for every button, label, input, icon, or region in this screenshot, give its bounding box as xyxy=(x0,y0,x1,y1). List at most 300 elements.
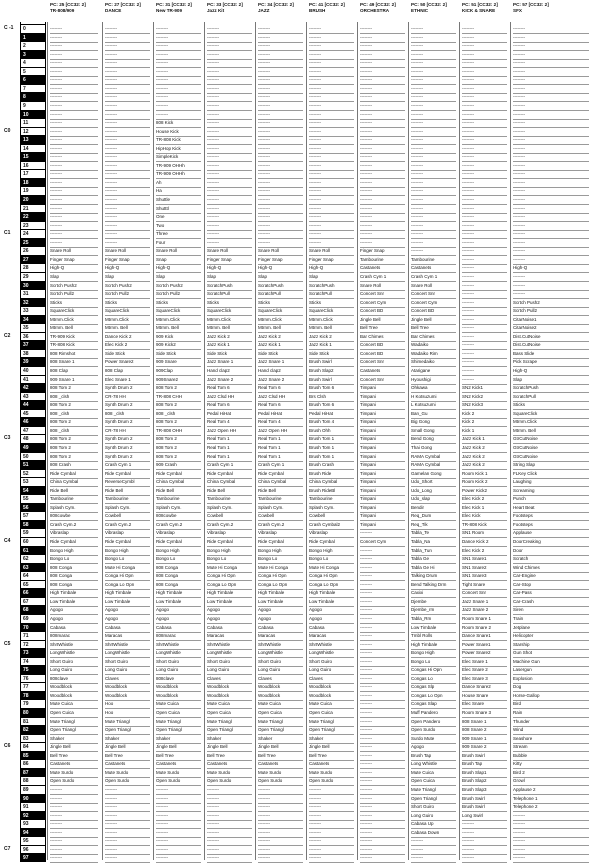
instrument-cell: Bongo Lo xyxy=(309,554,354,564)
instrument-cell: Castanets xyxy=(411,263,456,273)
instrument-cell: Long Guiro xyxy=(411,811,456,821)
instrument-cell: Machine Gun xyxy=(513,657,589,667)
octave-label: C1 xyxy=(4,230,11,237)
instrument-cell: China Cymbal xyxy=(156,477,201,487)
instrument-cell: -------- xyxy=(309,152,354,162)
instrument-cell: -------- xyxy=(207,204,252,214)
column-header-pc: PC: 27 [CC32: 2] xyxy=(105,2,141,7)
instrument-cell: -------- xyxy=(156,33,201,43)
instrument-cell: -------- xyxy=(105,67,150,77)
instrument-cell: Tabla_Te xyxy=(411,528,456,538)
instrument-cell: Concert BD xyxy=(411,306,456,316)
instrument-cell: Scrtch Pull2 xyxy=(50,289,98,299)
instrument-cell: 909 Kick xyxy=(156,332,201,342)
instrument-cell: Agogo xyxy=(258,614,303,624)
instrument-cell: Vibraslap xyxy=(156,528,201,538)
instrument-cell: Pedal HiHat xyxy=(207,409,252,419)
instrument-cell: -------- xyxy=(258,195,303,205)
instrument-cell: -------- xyxy=(105,75,150,85)
instrument-cell: -------- xyxy=(360,623,405,633)
instrument-cell: Snare Roll xyxy=(411,281,456,291)
note-number: 54 xyxy=(23,487,29,494)
instrument-cell: Thai Gong xyxy=(411,443,456,453)
instrument-cell: Snare Roll xyxy=(207,246,252,256)
instrument-cell: Mute Cuica xyxy=(309,699,354,709)
note-number: 11 xyxy=(23,120,29,127)
instrument-cell: -------- xyxy=(207,178,252,188)
instrument-cell: -------- xyxy=(513,41,589,51)
instrument-cell: -------- xyxy=(411,67,456,77)
instrument-cell: Shaker xyxy=(207,734,252,744)
instrument-cell: Timpani xyxy=(360,392,405,402)
instrument-cell: Jingle Bell xyxy=(309,742,354,752)
instrument-cell: Long Guiro xyxy=(309,665,354,675)
instrument-cell: -------- xyxy=(105,178,150,188)
instrument-cell: Crash Cym 1 xyxy=(258,460,303,470)
instrument-cell: Brush Slap2 xyxy=(309,366,354,376)
instrument-cell: -------- xyxy=(360,759,405,769)
instrument-cell: -------- xyxy=(513,281,589,291)
instrument-cell: Ride Cymbal xyxy=(309,537,354,547)
instrument-cell: Bird xyxy=(513,699,589,709)
note-number: 23 xyxy=(23,222,29,229)
instrument-cell: -------- xyxy=(462,110,507,120)
instrument-cell: -------- xyxy=(513,58,589,68)
instrument-cell: Agogo xyxy=(309,614,354,624)
instrument-cell: Woodblock xyxy=(105,682,150,692)
instrument-cell: Small Gong xyxy=(411,426,456,436)
note-number: 36 xyxy=(23,333,29,340)
instrument-cell: Woodblock xyxy=(50,691,98,701)
instrument-cell: Low Timbale xyxy=(309,597,354,607)
instrument-cell: Dance Snare1 xyxy=(462,631,507,641)
instrument-cell: Elec Snare 3 xyxy=(462,674,507,684)
instrument-cell: Ohkawa xyxy=(411,383,456,393)
instrument-cell: Hyoushigi xyxy=(411,375,456,385)
instrument-cell: High-Q xyxy=(50,263,98,273)
instrument-cell: Ride Cymbal xyxy=(50,537,98,547)
instrument-cell: -------- xyxy=(105,785,150,795)
instrument-cell: -------- xyxy=(258,169,303,179)
instrument-cell: Timpani xyxy=(360,477,405,487)
instrument-cell: -------- xyxy=(462,349,507,359)
instrument-cell: LongWhistle xyxy=(258,648,303,658)
instrument-cell: Long Guiro xyxy=(105,665,150,675)
instrument-cell: 808 Tom 2 xyxy=(50,452,98,462)
instrument-cell: -------- xyxy=(309,238,354,248)
octave-label: C2 xyxy=(4,332,11,339)
instrument-cell: Bongo Lo xyxy=(50,554,98,564)
instrument-cell: Castanets xyxy=(258,759,303,769)
instrument-cell: -------- xyxy=(258,101,303,111)
instrument-cell: SquareClick xyxy=(105,306,150,316)
instrument-cell: -------- xyxy=(360,674,405,684)
note-number: 45 xyxy=(23,410,29,417)
note-number: 18 xyxy=(23,179,29,186)
instrument-cell: Jingle Bell xyxy=(156,742,201,752)
instrument-cell: Ride Bell xyxy=(258,486,303,496)
instrument-cell: Low Timbale xyxy=(156,597,201,607)
instrument-cell: 808 Conga xyxy=(156,571,201,581)
instrument-cell: Low Timbale xyxy=(207,597,252,607)
instrument-cell: HipHop Kick xyxy=(156,144,201,154)
instrument-cell: Sticks xyxy=(105,298,150,308)
instrument-cell: One xyxy=(156,212,201,222)
note-number: 31 xyxy=(23,291,29,298)
instrument-cell: Concert BD xyxy=(360,340,405,350)
instrument-cell: -------- xyxy=(207,853,252,863)
instrument-cell: -------- xyxy=(156,802,201,812)
instrument-cell: ShrtWhistle xyxy=(50,640,98,650)
instrument-cell: -------- xyxy=(105,221,150,231)
note-number: 47 xyxy=(23,427,29,434)
instrument-cell: Splash Cym. xyxy=(207,503,252,513)
instrument-cell: -------- xyxy=(360,588,405,598)
instrument-cell: -------- xyxy=(105,50,150,60)
instrument-cell: China Cymbal xyxy=(309,477,354,487)
instrument-cell: GtrCutNoise xyxy=(513,443,589,453)
instrument-cell: -------- xyxy=(360,734,405,744)
instrument-cell: Short Guiro xyxy=(207,657,252,667)
column-header-kit: ORCHESTRA xyxy=(360,7,390,13)
instrument-cell: SN1 Room xyxy=(462,528,507,538)
instrument-cell: Jazz Kick 1 xyxy=(207,340,252,350)
note-number: 74 xyxy=(23,658,29,665)
instrument-cell: Ride Cymbal xyxy=(105,469,150,479)
instrument-cell: ReverseCymbl xyxy=(105,477,150,487)
instrument-cell: Short Guiro xyxy=(156,657,201,667)
instrument-cell: -------- xyxy=(156,836,201,846)
instrument-cell: -------- xyxy=(309,204,354,214)
instrument-cell: -------- xyxy=(105,828,150,838)
instrument-cell: Bar Chimes xyxy=(360,332,405,342)
note-number: 71 xyxy=(23,633,29,640)
column-header-pc: PC: 31 [CC32: 2] xyxy=(156,2,192,7)
note-number: 64 xyxy=(23,573,29,580)
instrument-cell: Timpani xyxy=(360,452,405,462)
instrument-cell: Wind xyxy=(513,725,589,735)
instrument-cell: 909Snare2 xyxy=(156,375,201,385)
instrument-cell: Snare Roll xyxy=(309,246,354,256)
instrument-cell: -------- xyxy=(50,144,98,154)
instrument-cell: -------- xyxy=(207,118,252,128)
instrument-cell: Elec Snare 2 xyxy=(462,665,507,675)
instrument-cell: Car-Crash xyxy=(513,597,589,607)
instrument-cell: -------- xyxy=(156,794,201,804)
instrument-cell: Tambourine xyxy=(411,255,456,265)
instrument-cell: Jingle Bell xyxy=(258,742,303,752)
instrument-cell: Tambourine xyxy=(309,494,354,504)
instrument-cell: -------- xyxy=(411,92,456,102)
instrument-cell: -------- xyxy=(360,597,405,607)
column-header-pc: PC: 34 [CC32: 2] xyxy=(258,2,294,7)
instrument-cell: Bend Gong xyxy=(411,434,456,444)
instrument-cell: -------- xyxy=(207,110,252,120)
note-number: 55 xyxy=(23,496,29,503)
instrument-cell: -------- xyxy=(258,845,303,855)
instrument-cell: Slap xyxy=(207,272,252,282)
instrument-cell: Congas Lo xyxy=(411,674,456,684)
note-number: 17 xyxy=(23,171,29,178)
instrument-cell: -------- xyxy=(258,229,303,239)
instrument-cell: -------- xyxy=(360,691,405,701)
instrument-cell: Car-Engine xyxy=(513,571,589,581)
instrument-cell: 808 _clsh xyxy=(156,409,201,419)
instrument-cell: -------- xyxy=(360,50,405,60)
instrument-cell: -------- xyxy=(105,24,150,34)
instrument-cell: Req_Dum xyxy=(411,511,456,521)
instrument-cell: RAMA Cymbal xyxy=(411,452,456,462)
instrument-cell: -------- xyxy=(156,101,201,111)
note-number: 68 xyxy=(23,607,29,614)
instrument-cell: -------- xyxy=(50,845,98,855)
instrument-cell: -------- xyxy=(411,169,456,179)
instrument-cell: -------- xyxy=(50,33,98,43)
instrument-cell: -------- xyxy=(360,811,405,821)
column-header xyxy=(105,2,151,24)
instrument-cell: -------- xyxy=(105,811,150,821)
instrument-cell: -------- xyxy=(411,127,456,137)
instrument-cell: -------- xyxy=(360,605,405,615)
instrument-cell: -------- xyxy=(360,546,405,556)
instrument-cell: -------- xyxy=(462,195,507,205)
instrument-cell: Jazz Kick 2 xyxy=(462,443,507,453)
instrument-cell: -------- xyxy=(513,101,589,111)
instrument-cell: Telephone 1 xyxy=(513,794,589,804)
instrument-cell: CitarNoise2 xyxy=(513,323,589,333)
instrument-cell: Cabasa xyxy=(156,623,201,633)
instrument-cell: Brush Swirl xyxy=(462,751,507,761)
instrument-cell: Room Snare 1 xyxy=(462,614,507,624)
instrument-cell: Brush Ohh xyxy=(309,426,354,436)
note-number: 50 xyxy=(23,453,29,460)
instrument-cell: Concert Snr xyxy=(462,588,507,598)
instrument-cell: Mute Triangl xyxy=(207,717,252,727)
instrument-cell: Seashore xyxy=(513,734,589,744)
instrument-cell: -------- xyxy=(309,127,354,137)
instrument-cell: Pedal HiHat xyxy=(258,409,303,419)
instrument-cell: -------- xyxy=(258,221,303,231)
instrument-cell: -------- xyxy=(462,845,507,855)
instrument-cell: High Timbale xyxy=(105,588,150,598)
instrument-cell: Agogo xyxy=(50,605,98,615)
instrument-cell: Real Tom 1 xyxy=(207,452,252,462)
instrument-cell: -------- xyxy=(258,828,303,838)
instrument-cell: -------- xyxy=(513,169,589,179)
instrument-cell: Jazz Kick 2 xyxy=(462,452,507,462)
instrument-cell: -------- xyxy=(513,144,589,154)
instrument-cell: Long Guiro xyxy=(156,665,201,675)
instrument-cell: Ride Cymbal xyxy=(258,469,303,479)
instrument-cell: Slap xyxy=(50,272,98,282)
instrument-cell: Jazz Open HH xyxy=(207,426,252,436)
note-number: 19 xyxy=(23,188,29,195)
instrument-cell: ScratchPush xyxy=(207,281,252,291)
instrument-cell: -------- xyxy=(360,75,405,85)
note-number: 72 xyxy=(23,641,29,648)
instrument-cell: -------- xyxy=(513,828,589,838)
instrument-cell: 808 Kick xyxy=(156,118,201,128)
instrument-cell: Brush Tom 6 xyxy=(309,383,354,393)
instrument-cell: Real Tom 1 xyxy=(258,434,303,444)
instrument-cell: Conga Lo Opn xyxy=(207,580,252,590)
instrument-cell: -------- xyxy=(258,84,303,94)
instrument-cell: High Timbale xyxy=(309,588,354,598)
instrument-cell: Synth Drum 2 xyxy=(105,434,150,444)
instrument-cell: Conga Hi Opn xyxy=(207,571,252,581)
instrument-cell: -------- xyxy=(309,169,354,179)
instrument-cell: Agogo xyxy=(156,605,201,615)
instrument-cell: Splash Cym. xyxy=(105,503,150,513)
column-header-pc: PC: 41 [CC32: 2] xyxy=(309,2,345,7)
instrument-cell: Timpani xyxy=(360,417,405,427)
instrument-cell: -------- xyxy=(50,50,98,60)
instrument-cell: 909 Snare 1 xyxy=(462,734,507,744)
instrument-cell: Agogo xyxy=(258,605,303,615)
instrument-cell: LongWhistle xyxy=(105,648,150,658)
note-number: 24 xyxy=(23,231,29,238)
instrument-cell: 808 Tom 2 xyxy=(50,400,98,410)
instrument-cell: Ride Bell xyxy=(156,486,201,496)
instrument-cell: Woodblock xyxy=(207,682,252,692)
instrument-cell: Talking Drum xyxy=(411,571,456,581)
instrument-cell: 808 Tom 2 xyxy=(156,400,201,410)
instrument-cell: Brush Swirl xyxy=(309,375,354,385)
instrument-cell: Real Tom 4 xyxy=(258,417,303,427)
instrument-cell: Brush Tom 1 xyxy=(309,452,354,462)
instrument-cell: Open Triangl xyxy=(258,725,303,735)
instrument-cell: Elec Kick 1 xyxy=(462,503,507,513)
note-number: 82 xyxy=(23,727,29,734)
instrument-cell: -------- xyxy=(207,169,252,179)
note-number: 3 xyxy=(23,51,26,58)
note-number: 92 xyxy=(23,812,29,819)
instrument-cell: Vibraslap xyxy=(105,528,150,538)
instrument-cell: -------- xyxy=(462,212,507,222)
instrument-cell: Footsteps xyxy=(513,520,589,530)
instrument-cell: -------- xyxy=(105,802,150,812)
instrument-cell: Bell Tree xyxy=(207,751,252,761)
instrument-cell: Timpani xyxy=(360,434,405,444)
instrument-cell: -------- xyxy=(513,255,589,265)
instrument-cell: -------- xyxy=(462,828,507,838)
instrument-cell: Maracas xyxy=(309,631,354,641)
instrument-cell: Real Tom 1 xyxy=(207,443,252,453)
instrument-cell: -------- xyxy=(309,836,354,846)
instrument-cell: -------- xyxy=(411,84,456,94)
instrument-cell: Agogo xyxy=(207,614,252,624)
instrument-cell: Scrtch Pull2 xyxy=(156,289,201,299)
note-number: 39 xyxy=(23,359,29,366)
instrument-cell: SquareClick xyxy=(156,306,201,316)
instrument-cell: SquareClick xyxy=(258,306,303,316)
note-number: 77 xyxy=(23,684,29,691)
instrument-cell: -------- xyxy=(360,528,405,538)
instrument-cell: Crash Cym 1 xyxy=(105,460,150,470)
instrument-cell: 808 _clsh xyxy=(50,426,98,436)
instrument-cell: Ride Cymbal xyxy=(207,469,252,479)
instrument-cell: Real Tom 1 xyxy=(258,452,303,462)
instrument-cell: Pick Scrape xyxy=(513,357,589,367)
note-number: 96 xyxy=(23,846,29,853)
instrument-cell: Slap xyxy=(258,272,303,282)
note-number: 84 xyxy=(23,744,29,751)
instrument-cell: Mute Hi Conga xyxy=(258,563,303,573)
instrument-cell: Open Cuica xyxy=(207,708,252,718)
note-number: 73 xyxy=(23,650,29,657)
note-number: 46 xyxy=(23,419,29,426)
instrument-cell: Conga Hi Opn xyxy=(309,571,354,581)
instrument-cell: China Cymbal xyxy=(258,477,303,487)
instrument-cell: Open Pandero xyxy=(411,717,456,727)
column-header xyxy=(513,2,590,24)
instrument-cell: Jingle Bell xyxy=(50,742,98,752)
instrument-cell: Bell Tree xyxy=(50,751,98,761)
instrument-cell: Crash Cym 1 xyxy=(207,460,252,470)
instrument-cell: ScratchPull xyxy=(207,289,252,299)
instrument-cell: Open Surdo xyxy=(156,776,201,786)
instrument-cell: SquareClick xyxy=(513,409,589,419)
instrument-cell: -------- xyxy=(207,135,252,145)
instrument-cell: -------- xyxy=(513,204,589,214)
instrument-cell: -------- xyxy=(50,212,98,222)
instrument-cell: Bell Tree xyxy=(105,751,150,761)
instrument-cell: Mute Surdo xyxy=(50,768,98,778)
instrument-cell: 909 Kick2 xyxy=(156,340,201,350)
instrument-cell: Brush Tom 1 xyxy=(309,434,354,444)
instrument-cell: Jingle Bell xyxy=(207,742,252,752)
instrument-cell: Bell Tree xyxy=(411,323,456,333)
instrument-cell: Synth Drum 2 xyxy=(105,383,150,393)
instrument-cell: Conga Lo Opn xyxy=(309,580,354,590)
instrument-cell: -------- xyxy=(258,127,303,137)
instrument-cell: -------- xyxy=(513,246,589,256)
instrument-cell: Shaker xyxy=(156,734,201,744)
instrument-cell: 808 Tom 2 xyxy=(50,443,98,453)
note-number: 49 xyxy=(23,444,29,451)
instrument-cell: -------- xyxy=(156,75,201,85)
instrument-cell: Conga Hi Opn xyxy=(105,571,150,581)
instrument-cell: -------- xyxy=(360,776,405,786)
instrument-cell: -------- xyxy=(309,41,354,51)
note-number: 27 xyxy=(23,256,29,263)
instrument-cell: -------- xyxy=(105,229,150,239)
instrument-cell: Screaming xyxy=(513,486,589,496)
instrument-cell: Mute Hi Conga xyxy=(105,563,150,573)
instrument-cell: -------- xyxy=(207,84,252,94)
instrument-cell: Slap xyxy=(513,375,589,385)
instrument-cell: -------- xyxy=(156,92,201,102)
column-header xyxy=(462,2,508,24)
instrument-cell: Tambourine xyxy=(105,494,150,504)
note-number: 86 xyxy=(23,761,29,768)
instrument-cell: -------- xyxy=(462,161,507,171)
instrument-cell: Slap xyxy=(309,272,354,282)
instrument-cell: Finger Snap xyxy=(360,246,405,256)
instrument-cell: Telephone 2 xyxy=(513,802,589,812)
instrument-cell: -------- xyxy=(50,152,98,162)
instrument-cell: Car-Pass xyxy=(513,588,589,598)
instrument-cell: -------- xyxy=(462,67,507,77)
note-number: 40 xyxy=(23,368,29,374)
instrument-cell: -------- xyxy=(309,212,354,222)
instrument-cell: Djembe_rm xyxy=(411,605,456,615)
note-number: 56 xyxy=(23,504,29,511)
instrument-cell: -------- xyxy=(309,195,354,205)
instrument-cell: Jingle Bell xyxy=(105,742,150,752)
instrument-cell: Bongo High xyxy=(156,546,201,556)
instrument-cell: -------- xyxy=(360,41,405,51)
